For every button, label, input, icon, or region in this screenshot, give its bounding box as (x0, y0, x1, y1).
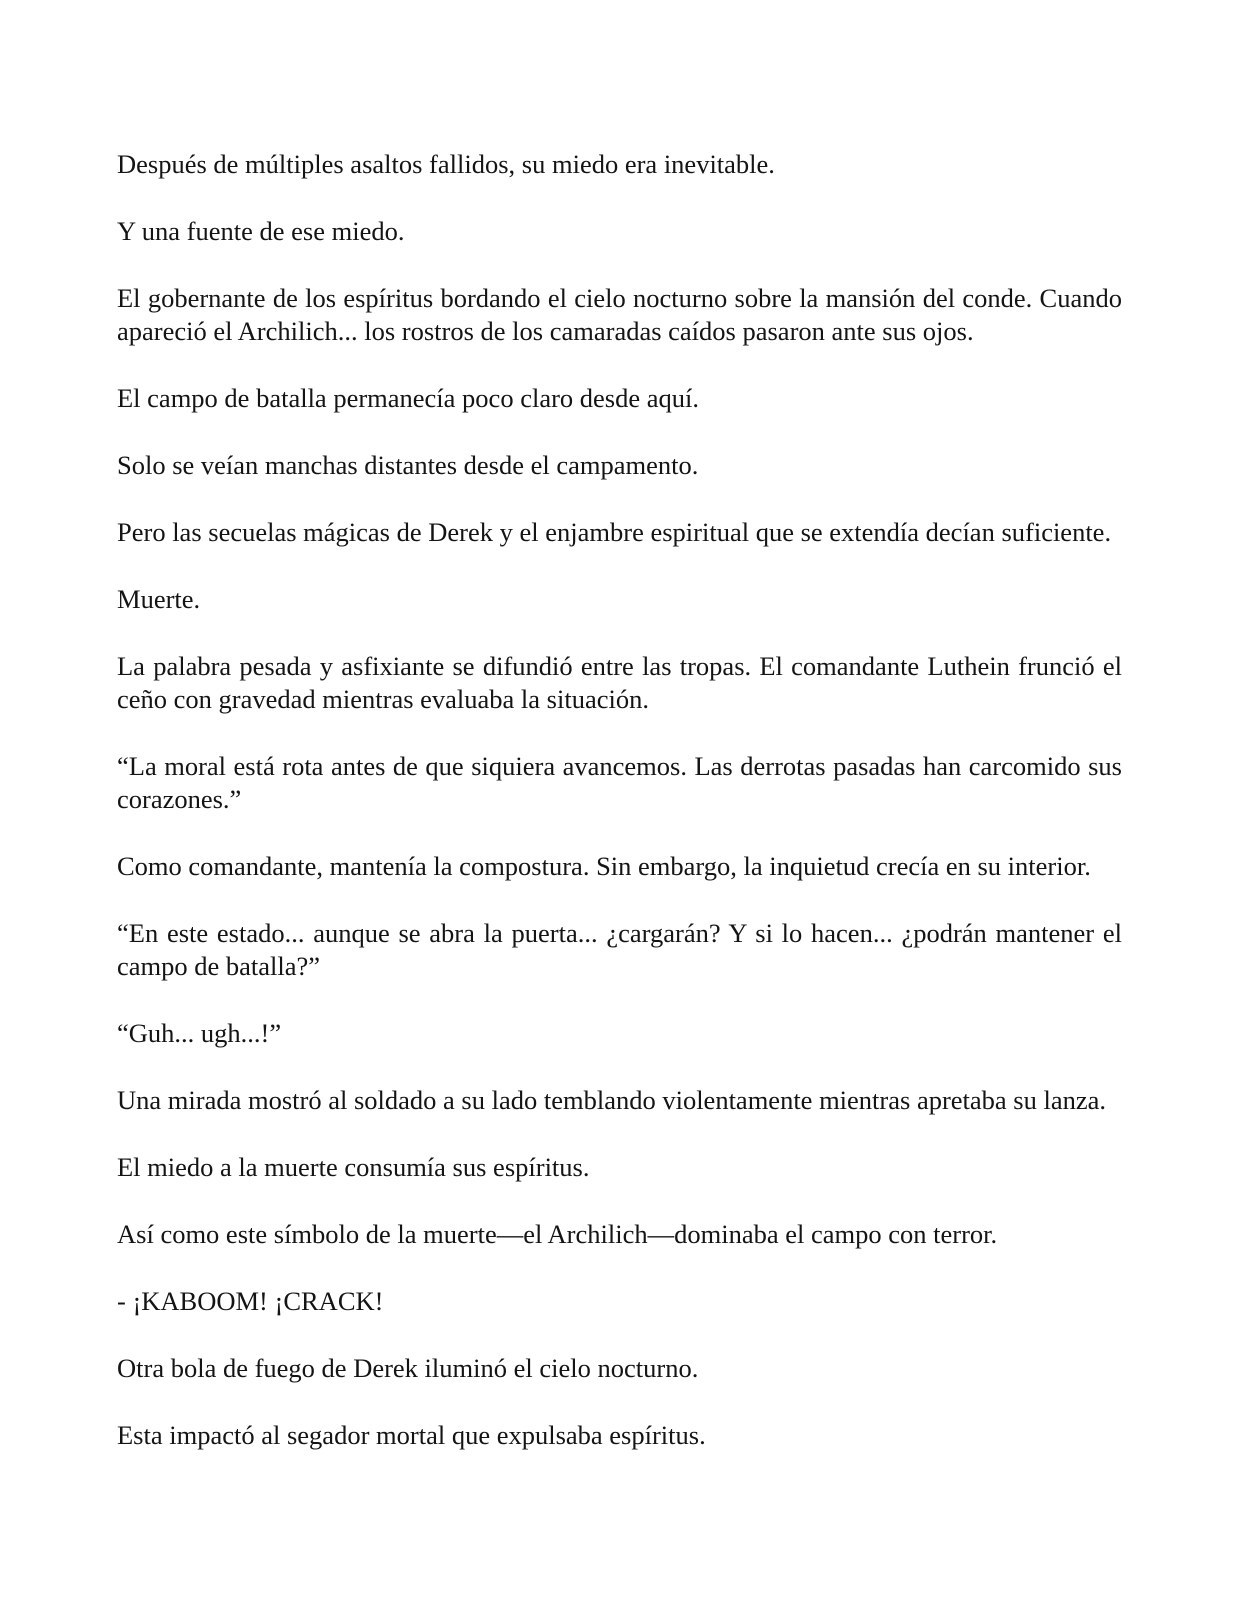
paragraph-9: “La moral está rota antes de que siquiera avancemos. Las derrotas pasadas han carcomido sus corazones.” (117, 751, 1122, 814)
paragraph-18: Esta impactó al segador mortal que expulsaba espíritus. (117, 1420, 706, 1450)
paragraph-15: Así como este símbolo de la muerte—el Archilich—dominaba el campo con terror. (117, 1219, 998, 1249)
paragraph-16: - ¡KABOOM! ¡CRACK! (117, 1286, 384, 1316)
paragraph-6: Pero las secuelas mágicas de Derek y el enjambre espiritual que se extendía decían suficiente. (117, 517, 1112, 547)
paragraph-5: Solo se veían manchas distantes desde el campamento. (117, 450, 699, 480)
paragraph-8: La palabra pesada y asfixiante se difundió entre las tropas. El comandante Luthein frunció el ceño con gravedad mientras evaluaba la situación. (117, 651, 1122, 714)
paragraph-7: Muerte. (117, 584, 201, 614)
paragraph-17: Otra bola de fuego de Derek iluminó el cielo nocturno. (117, 1353, 699, 1383)
paragraph-13: Una mirada mostró al soldado a su lado temblando violentamente mientras apretaba su lanza. (117, 1085, 1107, 1115)
paragraph-11: “En este estado... aunque se abra la puerta... ¿cargarán? Y si lo hacen... ¿podrán mantener el campo de batalla?” (117, 918, 1122, 981)
paragraph-14: El miedo a la muerte consumía sus espíritus. (117, 1152, 590, 1182)
document-body (117, 148, 1122, 1486)
paragraph-10: Como comandante, mantenía la compostura. Sin embargo, la inquietud crecía en su interior. (117, 851, 1091, 881)
paragraph-1: Después de múltiples asaltos fallidos, su miedo era inevitable. (117, 149, 775, 179)
paragraph-12: “Guh... ugh...!” (117, 1018, 282, 1048)
paragraph-2: Y una fuente de ese miedo. (117, 216, 405, 246)
paragraph-4: El campo de batalla permanecía poco claro desde aquí. (117, 383, 699, 413)
paragraph-3: El gobernante de los espíritus bordando el cielo nocturno sobre la mansión del conde. Cuando apareció el Archilich... los rostros de los camaradas caídos pasaron ante sus ojos. (117, 283, 1122, 346)
